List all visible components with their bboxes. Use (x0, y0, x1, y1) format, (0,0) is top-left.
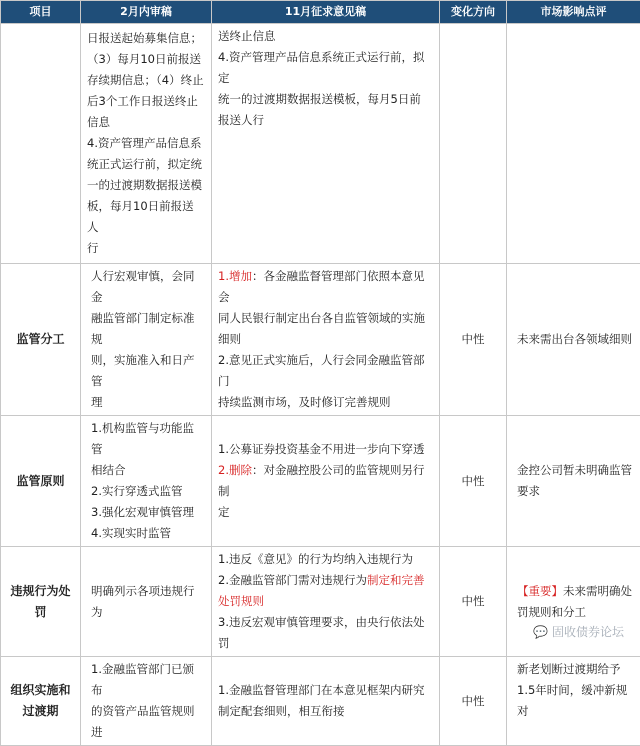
row-direction: 中性 (440, 547, 507, 657)
row-direction: 中性 (440, 416, 507, 547)
row-nov-cell (212, 416, 440, 547)
row-feb-cell (81, 657, 212, 746)
row-comment: 金控公司暂未明确监管要求 (507, 416, 640, 547)
highlight-deleted: 2.删除 (218, 463, 252, 477)
text-line: 统一的过渡期数据报送模板，每月5日前 (218, 89, 433, 110)
row-comment: 未来需出台各领域细则 (507, 264, 640, 416)
row-item (1, 24, 81, 264)
text-line: （3）每月10日前报送 (87, 49, 205, 70)
text-line: 定 (218, 502, 433, 523)
chat-icon: 💬 (533, 625, 548, 639)
text-line: 则，实施准入和日产管 (91, 350, 205, 392)
text-line: 4.资产管理产品信息系 (87, 133, 205, 154)
row-comment (507, 547, 640, 657)
row-item: 监管分工 (1, 264, 81, 416)
text-line: 明确列示各项违规行为 (91, 581, 205, 623)
row-item: 违规行为处罚 (1, 547, 81, 657)
text-line: 的资管产品监管规则进 (91, 701, 205, 743)
text-line: 2.意见正式实施后，人行会同金融监管部门 (218, 350, 433, 392)
table-row (1, 657, 640, 746)
row-nov-cell (212, 547, 440, 657)
text-line: 1.机构监管与功能监管 (91, 418, 205, 460)
important-tag: 【重要】 (517, 584, 563, 598)
text-line: 相结合 (91, 460, 205, 481)
header-item: 项目 (1, 1, 81, 24)
header-direction: 变化方向 (440, 1, 507, 24)
table-row (1, 416, 640, 547)
header-nov-draft: 11月征求意见稿 (212, 1, 440, 24)
row-nov-cell (212, 264, 440, 416)
row-direction: 中性 (440, 657, 507, 746)
header-feb-draft: 2月内审稿 (81, 1, 212, 24)
row-comment: 新老划断过渡期给予1.5年时间，缓冲新规对 (507, 657, 640, 746)
text-line: 信息 (87, 112, 205, 133)
text-line: 一的过渡期数据报送模 (87, 175, 205, 196)
text-line: 1.公募证券投资基金不用进一步向下穿透 (218, 439, 433, 460)
row-direction: 中性 (440, 264, 507, 416)
row-direction (440, 24, 507, 264)
text-line: 后3个工作日报送终止 (87, 91, 205, 112)
row-feb-cell (81, 416, 212, 547)
text-line: 理 (91, 392, 205, 413)
text-line: 3.强化宏观审慎管理 (91, 502, 205, 523)
text-line: 细则 (218, 329, 433, 350)
text-fragment: 2.金融监管部门需对违规行为 (218, 573, 367, 587)
row-item: 监管原则 (1, 416, 81, 547)
text-line: 1.金融监管部门已颁布 (91, 659, 205, 701)
text-fragment: 未来需明确处罚规则和分工 (517, 584, 632, 619)
text-line: 报送人行 (218, 110, 433, 131)
text-line: 3.违反宏观审慎管理要求，由央行依法处罚 (218, 612, 433, 654)
text-line (218, 460, 433, 502)
table-row (1, 547, 640, 657)
row-comment (507, 24, 640, 264)
text-line: 存续期信息；（4）终止 (87, 70, 205, 91)
highlight-added: 1.增加 (218, 269, 252, 283)
text-line: 送终止信息 (218, 26, 433, 47)
text-line: 板，每月10日前报送人 (87, 196, 205, 238)
row-nov-cell (212, 657, 440, 746)
text-line: 融监管部门制定标准规 (91, 308, 205, 350)
text-line: 2.实行穿透式监管 (91, 481, 205, 502)
row-feb-cell (81, 24, 212, 264)
highlight-added: 制定和完善 (367, 573, 425, 587)
row-feb-cell (81, 264, 212, 416)
watermark (533, 623, 624, 640)
text-line: 4.实现实时监管 (91, 523, 205, 544)
row-feb-cell (81, 547, 212, 657)
text-line: 1.金融监督管理部门在本意见框架内研究 (218, 680, 433, 701)
row-item: 组织实施和过渡期 (1, 657, 81, 746)
header-comment: 市场影响点评 (507, 1, 640, 24)
text-line: 人行宏观审慎，会同金 (91, 266, 205, 308)
text-fragment: ：各金融监督管理部门依照本意见会 (218, 269, 424, 304)
text-line: 统正式运行前，拟定统 (87, 154, 205, 175)
header-row (1, 1, 640, 24)
text-line: 1.违反《意见》的行为均纳入违规行为 (218, 549, 433, 570)
watermark-text: 固收债券论坛 (552, 625, 624, 639)
text-line: 4.资产管理产品信息系统正式运行前，拟定 (218, 47, 433, 89)
row-nov-cell (212, 24, 440, 264)
text-fragment: ：对金融控股公司的监管规则另行制 (218, 463, 424, 498)
highlight-added: 处罚规则 (218, 591, 433, 612)
text-line: 持续监测市场，及时修订完善规则 (218, 392, 433, 413)
text-line: 行 (87, 238, 205, 259)
text-line: 日报送起始募集信息； (87, 28, 205, 49)
table-row (1, 264, 640, 416)
text-line (218, 570, 433, 591)
text-line: 制定配套细则，相互衔接 (218, 701, 433, 722)
table-row (1, 24, 640, 264)
text-line (218, 266, 433, 308)
text-line: 同人民银行制定出台各自监管领域的实施 (218, 308, 433, 329)
